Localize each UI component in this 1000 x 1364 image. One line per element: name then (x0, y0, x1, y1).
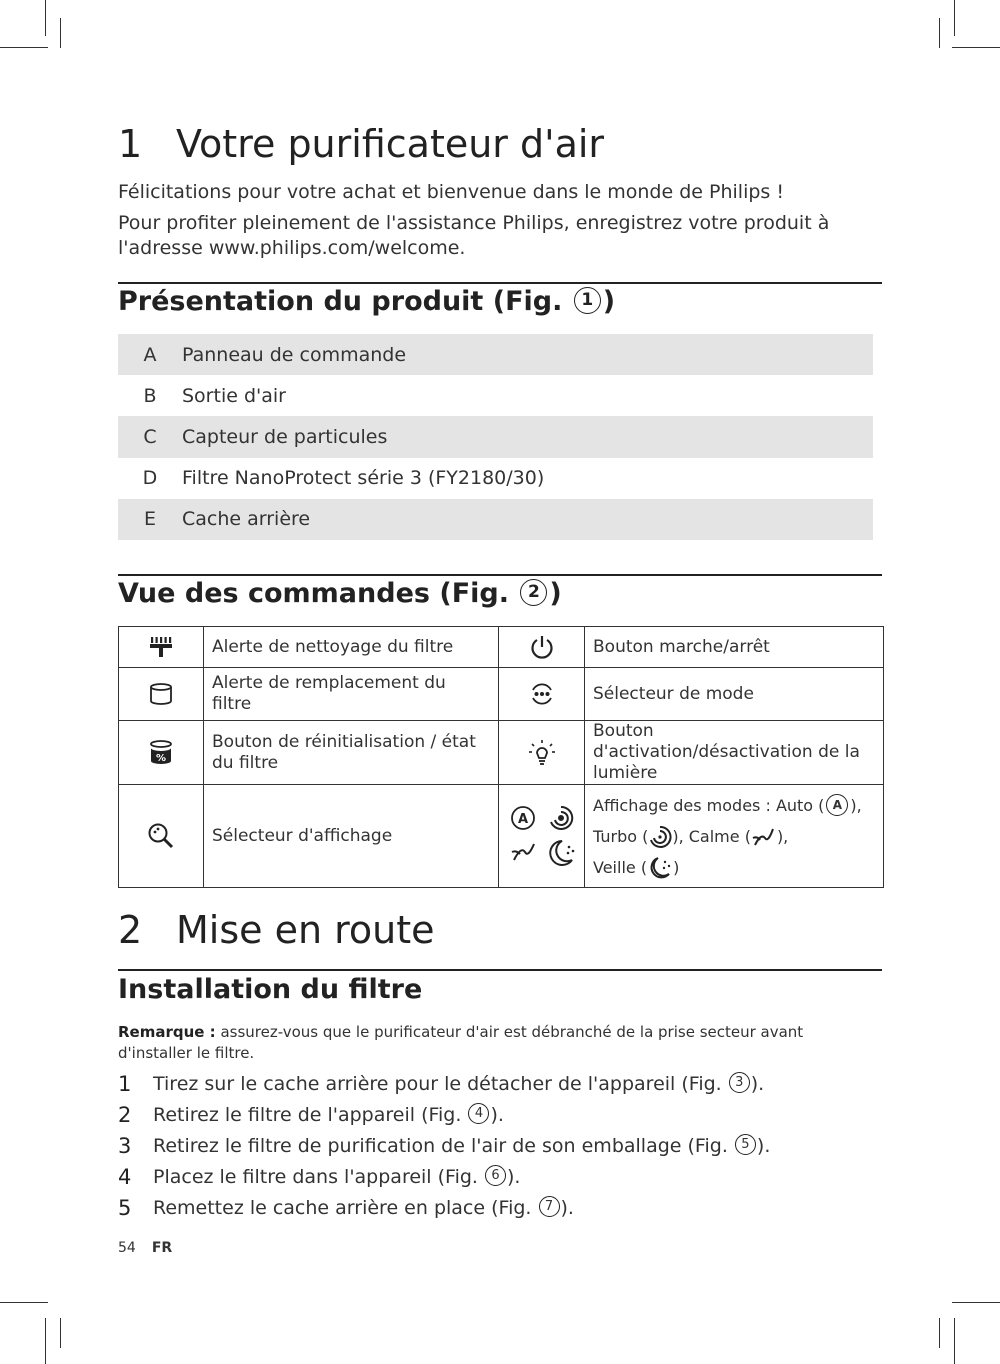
section-2-title (118, 908, 435, 952)
light-icon (499, 721, 585, 785)
parts-list (118, 334, 873, 540)
control-label: Bouton marche/arrêt (585, 627, 884, 668)
step-number: 3 (118, 1133, 132, 1158)
divider (118, 969, 882, 971)
list-item (118, 499, 873, 540)
modes-line-text: ), (850, 795, 862, 815)
crop-mark (954, 1318, 955, 1364)
step-end: ). (560, 1196, 574, 1219)
step-end: ). (750, 1072, 765, 1095)
figure-number-badge: 1 (574, 287, 601, 314)
overview-heading-text: Présentation du produit (Fig. (118, 286, 563, 317)
part-letter: C (143, 425, 157, 448)
crop-mark (954, 0, 955, 36)
step-text: Retirez le filtre de purification de l'air de son emballage (Fig. (153, 1134, 728, 1157)
figure-number-badge: 4 (468, 1103, 489, 1124)
figure-number-badge: 2 (520, 579, 547, 606)
list-item (118, 1130, 878, 1161)
step-number: 4 (118, 1164, 132, 1189)
section-number: 1 (118, 122, 143, 166)
table-row (119, 668, 884, 721)
display-icon (119, 785, 204, 888)
divider (118, 574, 882, 576)
crop-mark (952, 1302, 1000, 1303)
list-item (118, 1099, 878, 1130)
mode-icon (499, 668, 585, 721)
step-end: ). (490, 1103, 504, 1126)
filter-clean-icon (119, 627, 204, 668)
part-letter: B (143, 384, 157, 407)
calm-mode-icon (751, 825, 777, 849)
step-number: 2 (118, 1102, 132, 1127)
list-item (118, 334, 873, 375)
figure-number-badge: 7 (539, 1196, 560, 1217)
figure-number-badge: 5 (735, 1134, 756, 1155)
turbo-mode-icon (648, 825, 672, 849)
sleep-mode-icon (550, 841, 574, 865)
controls-heading (118, 578, 562, 609)
note (118, 1022, 838, 1064)
step-text: Retirez le filtre de l'appareil (Fig. (153, 1103, 462, 1126)
mode-icons-group (499, 785, 585, 888)
install-heading: Installation du filtre (118, 974, 423, 1005)
auto-mode-icon (512, 807, 534, 829)
heading-close: ) (602, 286, 616, 317)
step-end: ). (507, 1165, 521, 1188)
step-number: 1 (118, 1071, 132, 1096)
step-text: Tirez sur le cache arrière pour le détacher de l'appareil (Fig. (153, 1072, 722, 1095)
table-row (119, 627, 884, 668)
list-item (118, 1161, 878, 1192)
note-label: Remarque : (118, 1023, 216, 1041)
page-footer (118, 1240, 172, 1256)
figure-number-badge: 6 (485, 1165, 506, 1186)
modes-line-text: ) (673, 857, 680, 877)
crop-mark (60, 18, 61, 48)
heading-close: ) (549, 578, 562, 609)
crop-mark (45, 1318, 46, 1364)
part-letter: D (142, 467, 158, 490)
part-letter: A (143, 343, 157, 366)
svg-text:%: % (155, 752, 167, 764)
crop-mark (939, 18, 940, 48)
filter-replace-icon (119, 668, 204, 721)
step-text: Remettez le cache arrière en place (Fig. (153, 1196, 532, 1219)
modes-line-text: ), Calme ( (672, 826, 751, 846)
control-label: Sélecteur d'affichage (204, 785, 499, 888)
control-label: Alerte de nettoyage du filtre (204, 627, 499, 668)
auto-mode-icon: A (826, 794, 848, 816)
svg-text:A: A (517, 812, 528, 827)
list-item (118, 458, 873, 499)
control-label: Bouton d'activation/désactivation de la lumière (585, 721, 884, 785)
language-code: FR (151, 1240, 173, 1256)
intro-paragraph-1: Félicitations pour votre achat et bienvenue dans le monde de Philips ! (118, 181, 784, 203)
list-item (118, 375, 873, 416)
crop-mark (45, 0, 46, 36)
part-label: Panneau de commande (182, 343, 407, 366)
modes-line-text: Affichage des modes : Auto ( (593, 795, 825, 815)
intro-paragraph-2: Pour profiter pleinement de l'assistance Philips, enregistrez votre produit à l'adresse www.philips.com/welcome. (118, 212, 830, 259)
list-item (118, 1192, 878, 1223)
section-1-title (118, 122, 604, 166)
filter-reset-icon (119, 721, 204, 785)
page-number: 54 (118, 1240, 136, 1256)
calm-mode-icon (512, 844, 534, 860)
step-end: ). (756, 1134, 771, 1157)
section-number: 2 (118, 908, 143, 952)
turbo-mode-icon (551, 807, 572, 829)
overview-heading (118, 286, 615, 317)
part-letter: E (143, 508, 156, 531)
crop-mark (952, 47, 1000, 48)
crop-mark (0, 1302, 48, 1303)
sleep-mode-icon (647, 855, 673, 881)
power-icon (499, 627, 585, 668)
crop-mark (60, 1318, 61, 1348)
modes-line-text: Turbo ( (593, 826, 649, 846)
control-label: Sélecteur de mode (585, 668, 884, 721)
controls-heading-text: Vue des commandes (Fig. (118, 578, 509, 609)
crop-mark (0, 47, 48, 48)
divider (118, 282, 882, 284)
modes-line-text: Veille ( (593, 857, 648, 877)
table-row (119, 785, 884, 888)
part-label: Cache arrière (182, 508, 311, 531)
part-label: Sortie d'air (182, 384, 286, 407)
note-text: assurez-vous que le purificateur d'air est débranché de la prise secteur avant d'installer le filtre. (118, 1023, 804, 1062)
control-label: Bouton de réinitialisation / état du filtre (204, 721, 499, 785)
part-label: Capteur de particules (182, 425, 388, 448)
table-row (119, 721, 884, 785)
control-label: Alerte de remplacement du filtre (204, 668, 499, 721)
list-item (118, 1068, 878, 1099)
modes-description (585, 785, 884, 888)
part-label: Filtre NanoProtect série 3 (FY2180/30) (182, 467, 545, 490)
crop-mark (939, 1318, 940, 1348)
modes-line-text: ), (776, 826, 789, 846)
step-number: 5 (118, 1195, 132, 1220)
figure-number-badge: 3 (729, 1072, 750, 1093)
steps-list (118, 1068, 878, 1223)
step-text: Placez le filtre dans l'appareil (Fig. (153, 1165, 478, 1188)
section-title-text: Votre purificateur d'air (176, 122, 605, 166)
section-title-text: Mise en route (176, 908, 435, 952)
list-item (118, 416, 873, 457)
controls-table (118, 626, 884, 888)
